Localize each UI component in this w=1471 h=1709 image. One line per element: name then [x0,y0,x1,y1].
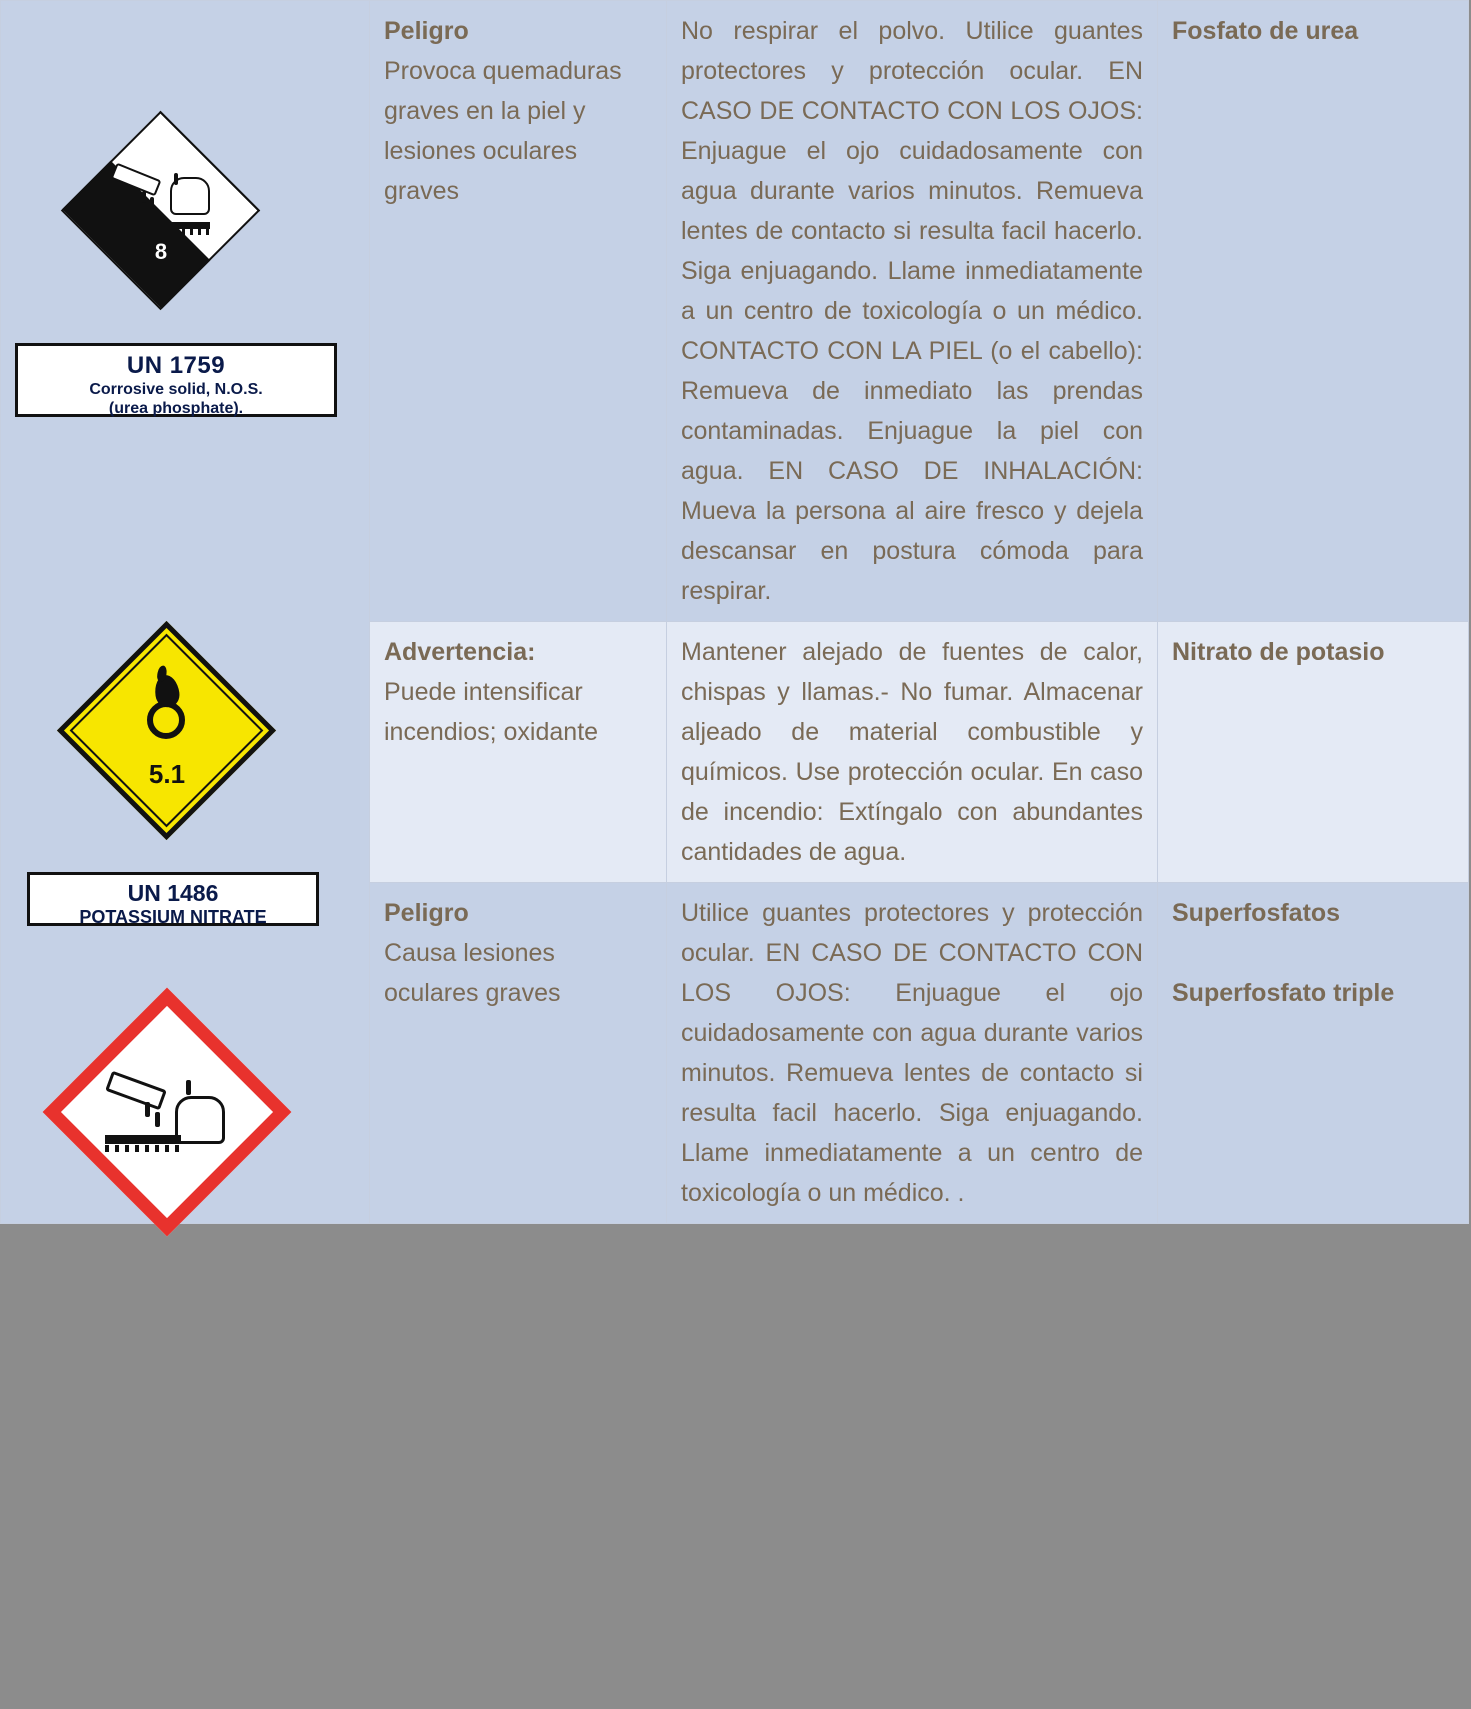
chemical-name-group [1158,883,1468,1023]
un-label-line1: POTASSIUM NITRATE [79,907,267,927]
precaution-cell [667,883,1158,1224]
precaution-statement: Mantener alejado de fuentes de calor, chispas y llamas.- No fumar. Almacenar aljeado de material combustible y químicos. Use protección ocular. En caso de incendio: Extíngalo con abundantes cantidades de agua. [681,638,1143,866]
hand-icon [175,1096,225,1144]
name-spacer [1172,933,1456,973]
chemical-name: Nitrato de potasio [1172,638,1385,666]
corrosion-symbol-icon [108,169,214,235]
ghs-corrosion-pictogram-icon [41,986,293,1238]
chemical-name-cell [1158,883,1469,1224]
signal-word: Peligro [384,899,469,927]
chemical-name: Superfosfatos [1172,899,1341,927]
chemical-name-cell [1158,1,1469,622]
precaution-statement: No respirar el polvo. Utilice guantes protectores y protección ocular. EN CASO DE CONTACTO CON LOS OJOS: Enjuague el ojo cuidadosamente con agua durante varios minutos. Remueva lentes de contacto si resulta facil hacerlo. Siga enjuagando. Llame inmediatamente a un centro de toxicología o un médico. CONTACTO CON LA PIEL (o el cabello): Remueva de inmediato las prendas contaminadas. Enjuague la piel con agua. EN CASO DE INHALACIÓN: Mueva la persona al aire fresco y dejela descansar en postura cómoda para respirar. [681,17,1143,605]
hazard-statement: Puede intensificar incendios; oxidante [384,678,599,746]
un-number-label-1486 [27,872,319,926]
acid-drop-icon [142,191,146,203]
pictogram-cell [1,1,370,1224]
surface-bar [105,1135,181,1144]
precaution-statement: Utilice guantes protectores y protección ocular. EN CASO DE CONTACTO CON LOS OJOS: Enjuague el ojo cuidadosamente con agua durante varios minutos. Remueva lentes de contacto si resulta facil hacerlo. Siga enjuagando. Llame inmediatamente a un centro de toxicología o un médico. . [681,899,1143,1207]
signal-word-cell [370,1,667,622]
surface-hatch [110,229,210,235]
acid-drop-icon [150,197,154,209]
dangerous-goods-class8-icon [61,111,261,311]
un-code: UN 1759 [126,352,226,379]
acid-drop-icon [186,1080,191,1095]
signal-word: Peligro [384,17,469,45]
un-number-label-1759 [15,343,337,417]
chemical-name: Fosfato de urea [1172,17,1359,45]
un-code: UN 1486 [127,880,219,906]
precaution-cell [667,1,1158,622]
oxidizer-symbol-icon [135,677,199,741]
page-bottom-edge [0,1700,1471,1709]
table-row [1,1,1469,622]
signal-word-cell [370,622,667,883]
surface-bar [110,222,210,229]
acid-drop-icon [155,1112,160,1127]
acid-drop-icon [145,1102,150,1117]
chemical-name-secondary: Superfosfato triple [1172,979,1395,1007]
hazard-statement: Provoca quemaduras graves en la piel y lesiones oculares graves [384,57,622,205]
acid-drop-icon [174,173,178,185]
surface-hatch [105,1145,181,1152]
signal-word: Advertencia: [384,638,536,666]
class51-number: 5.1 [148,759,186,789]
test-tube-icon [105,1071,167,1111]
precaution-cell [667,622,1158,883]
ghs-corrosion-symbol [103,1074,231,1154]
un-label-line1: Corrosive solid, N.O.S. [89,381,263,398]
chemical-name-cell [1158,622,1469,883]
dangerous-goods-class51-icon [57,621,277,841]
class8-number: 8 [154,239,168,264]
un-label-line2: (urea phosphate). [108,400,244,417]
signal-word-cell [370,883,667,1224]
hazard-statement: Causa lesiones oculares graves [384,939,561,1007]
